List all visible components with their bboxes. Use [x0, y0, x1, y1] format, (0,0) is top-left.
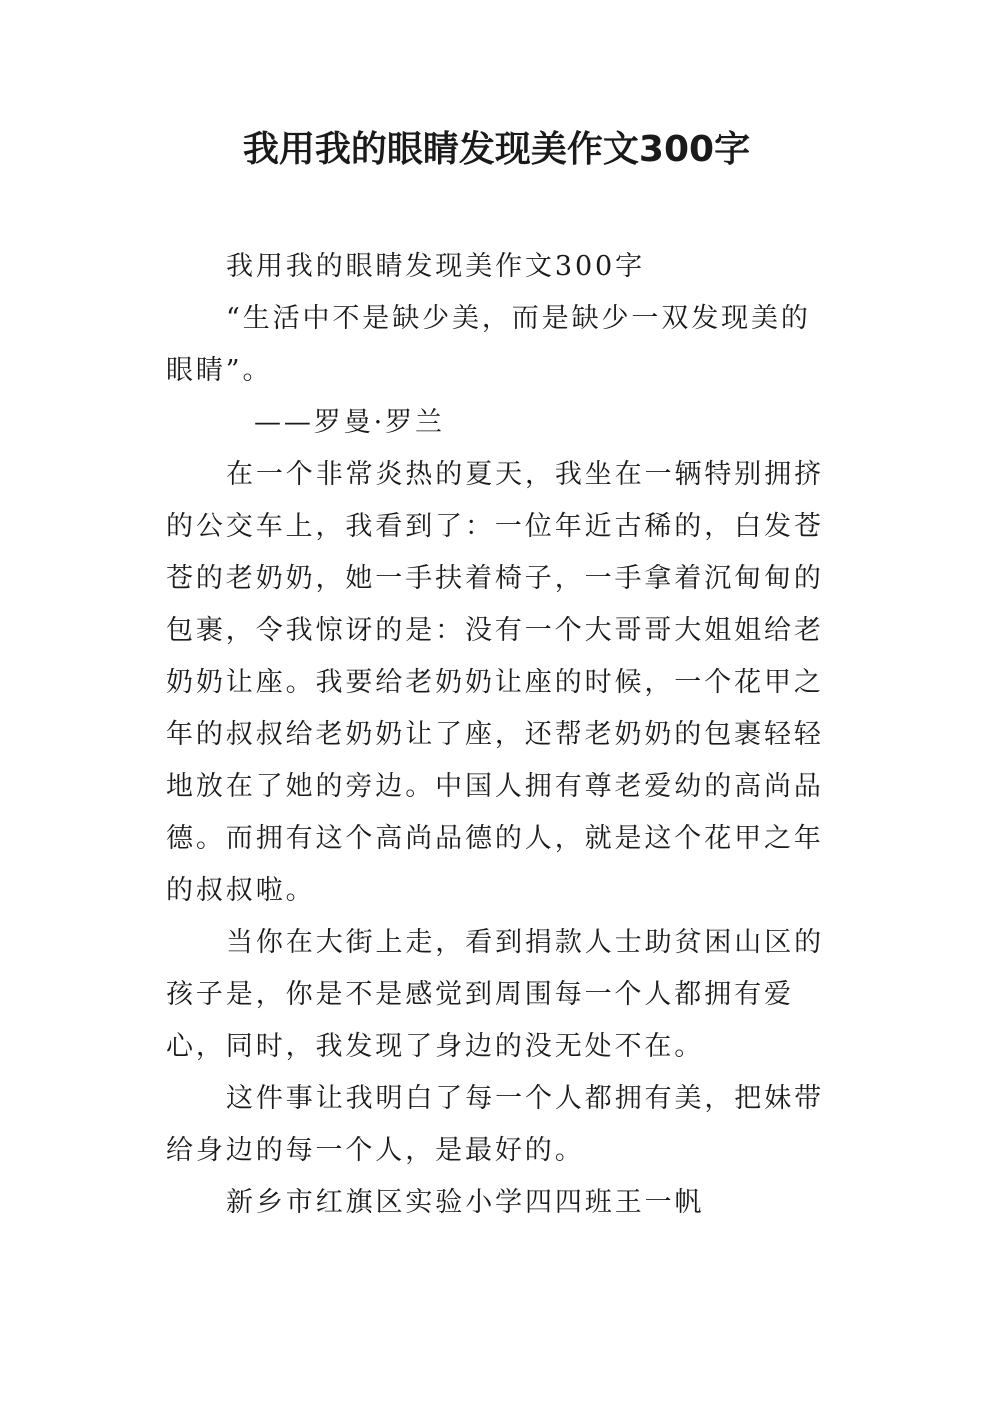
quote-attribution: ——罗曼·罗兰	[254, 407, 445, 438]
author-signature: 新乡市红旗区实验小学四四班王一帆	[226, 1187, 705, 1218]
body-paragraph-conclusion: 这件事让我明白了每一个人都拥有美，把妹带给身边的每一个人，是最好的。	[166, 1083, 824, 1166]
body-paragraph-donation: 当你在大街上走，看到捐款人士助贫困山区的孩子是，你是不是感觉到周围每一个人都拥有爱心，同时，我发现了身边的没无处不在。	[166, 927, 824, 1062]
quote-paragraph: “生活中不是缺少美，而是缺少一双发现美的眼睛”。	[166, 303, 811, 386]
document-body	[166, 241, 836, 1229]
document-title: 我用我的眼睛发现美作文300字	[242, 129, 751, 170]
subtitle-paragraph: 我用我的眼睛发现美作文300字	[226, 251, 646, 282]
body-paragraph-bus-story: 在一个非常炎热的夏天，我坐在一辆特别拥挤的公交车上，我看到了：一位年近古稀的，白发苍苍的老奶奶，她一手扶着椅子，一手拿着沉甸甸的包裹，令我惊讶的是：没有一个大哥哥大姐姐给老奶奶让座。我要给老奶奶让座的时候，一个花甲之年的叔叔给老奶奶让了座，还帮老奶奶的包裹轻轻地放在了她的旁边。中国人拥有尊老爱幼的高尚品德。而拥有这个高尚品德的人，就是这个花甲之年的叔叔啦。	[166, 459, 824, 906]
